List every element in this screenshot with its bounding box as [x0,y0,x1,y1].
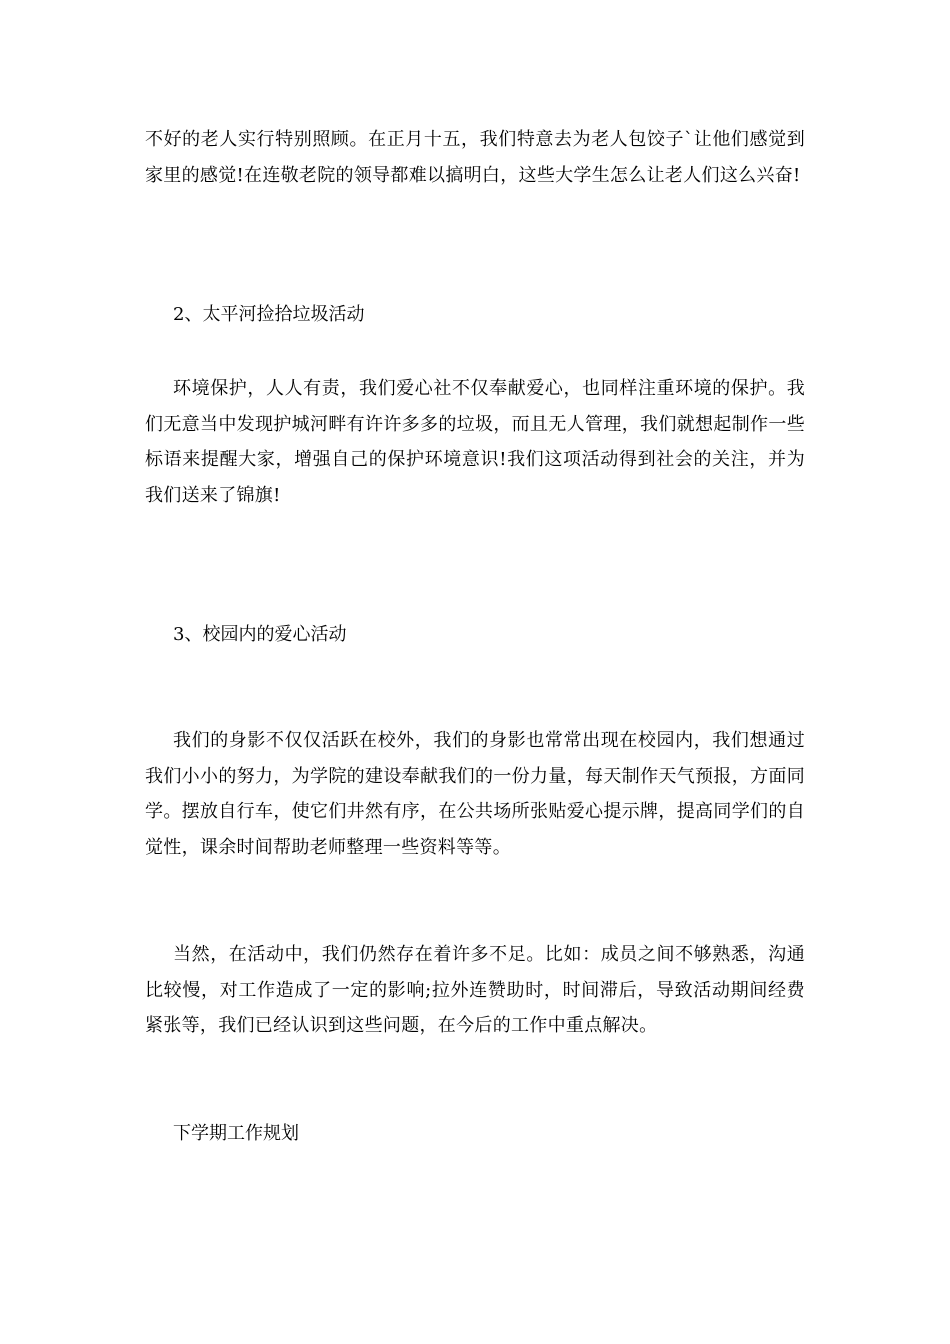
paragraph-shortcomings: 当然，在活动中，我们仍然存在着许多不足。比如：成员之间不够熟悉，沟通比较慢，对工作造成了一定的影响;拉外连赞助时，时间滞后，导致活动期间经费紧张等，我们已经认识到这些问题，在今后的工作中重点解决。 [145,944,805,1036]
paragraph-elderly-care: 不好的老人实行特别照顾。在正月十五，我们特意去为老人包饺子`让他们感觉到家里的感觉!在连敬老院的领导都难以搞明白，这些大学生怎么让老人们这么兴奋! [145,129,805,186]
heading-next-semester-plan: 下学期工作规划 [173,1123,299,1144]
paragraph-environment: 环境保护，人人有责，我们爱心社不仅奉献爱心，也同样注重环境的保护。我们无意当中发现护城河畔有许许多多的垃圾，而且无人管理，我们就想起制作一些标语来提醒大家，增强自己的保护环境意识!我们这项活动得到社会的关注，并为我们送来了锦旗! [145,378,805,506]
paragraph-campus: 我们的身影不仅仅活跃在校外，我们的身影也常常出现在校园内，我们想通过我们小小的努力，为学院的建设奉献我们的一份力量，每天制作天气预报，方面同学。摆放自行车，使它们井然有序，在公共场所张贴爱心提示牌，提高同学们的自觉性，课余时间帮助老师整理一些资料等等。 [145,730,805,858]
heading-river-cleanup: 2、太平河捡拾垃圾活动 [173,304,365,325]
heading-campus-activity: 3、校园内的爱心活动 [173,624,347,645]
